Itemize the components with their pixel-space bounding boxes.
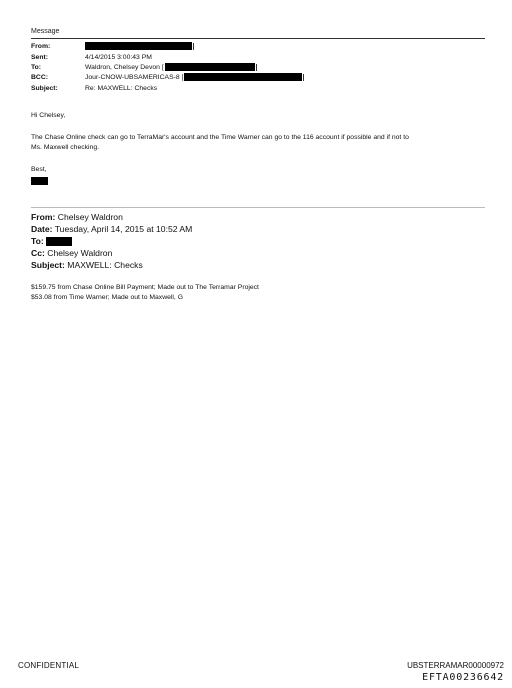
bracket-mark (193, 43, 194, 50)
header-subject-label: Subject: (31, 85, 58, 92)
redaction-block (184, 73, 302, 81)
header-bcc-value (85, 73, 304, 82)
header-bcc-label: BCC: (31, 74, 48, 81)
document-id: UBSTERRAMAR00000972 (407, 661, 504, 670)
forward-divider (31, 207, 485, 208)
forwarded-from-label: From: (31, 212, 56, 222)
reply-greeting: Hi Chelsey, (31, 112, 66, 119)
message-label: Message (31, 28, 60, 35)
signature-redaction (31, 177, 48, 185)
header-to-label: To: (31, 64, 42, 71)
redaction-block (85, 42, 192, 50)
forwarded-from-value: Chelsey Waldron (57, 212, 123, 222)
forwarded-date-label: Date: (31, 224, 53, 234)
reply-paragraph-line1: The Chase Online check can go to TerraMar's account and the Time Warner can go to the 116 account if possible and if not to (31, 134, 409, 141)
forwarded-cc-value: Chelsey Waldron (47, 248, 113, 258)
forwarded-detail-line2: $53.08 from Time Warner; Made out to Maxwell, G (31, 294, 183, 301)
forwarded-detail-line1: $159.75 from Chase Online Bill Payment; Made out to The Terramar Project (31, 284, 259, 291)
header-bcc-text: Jour-CNOW-UBSAMERICAS-8 [ (85, 74, 184, 81)
forwarded-from-row (31, 212, 123, 224)
efta-stamp: EFTA00236642 (422, 672, 504, 683)
forwarded-subject-label: Subject: (31, 260, 65, 270)
header-sent-label: Sent: (31, 54, 48, 61)
reply-signoff: Best, (31, 166, 47, 173)
forwarded-to-row (31, 236, 72, 248)
confidential-label: CONFIDENTIAL (18, 661, 80, 670)
redaction-block (46, 237, 72, 246)
forwarded-subject-row (31, 260, 143, 272)
header-from-value (85, 42, 194, 51)
header-to-value (85, 63, 257, 72)
redaction-block (165, 63, 255, 71)
forwarded-subject-value: MAXWELL: Checks (67, 260, 143, 270)
forwarded-cc-row (31, 248, 112, 260)
reply-paragraph-line2: Ms. Maxwell checking. (31, 144, 99, 151)
header-subject-value: Re: MAXWELL: Checks (85, 85, 158, 92)
header-sent-value: 4/14/2015 3:00:43 PM (85, 54, 152, 61)
bracket-mark (256, 64, 257, 71)
forwarded-date-value: Tuesday, April 14, 2015 at 10:52 AM (54, 224, 193, 234)
header-from-label: From: (31, 43, 51, 50)
header-to-text: Waldron, Chelsey Devon [ (85, 64, 164, 71)
forwarded-to-label: To: (31, 236, 44, 246)
header-divider (31, 38, 485, 39)
bracket-mark (303, 74, 304, 81)
forwarded-cc-label: Cc: (31, 248, 45, 258)
forwarded-date-row (31, 224, 192, 236)
